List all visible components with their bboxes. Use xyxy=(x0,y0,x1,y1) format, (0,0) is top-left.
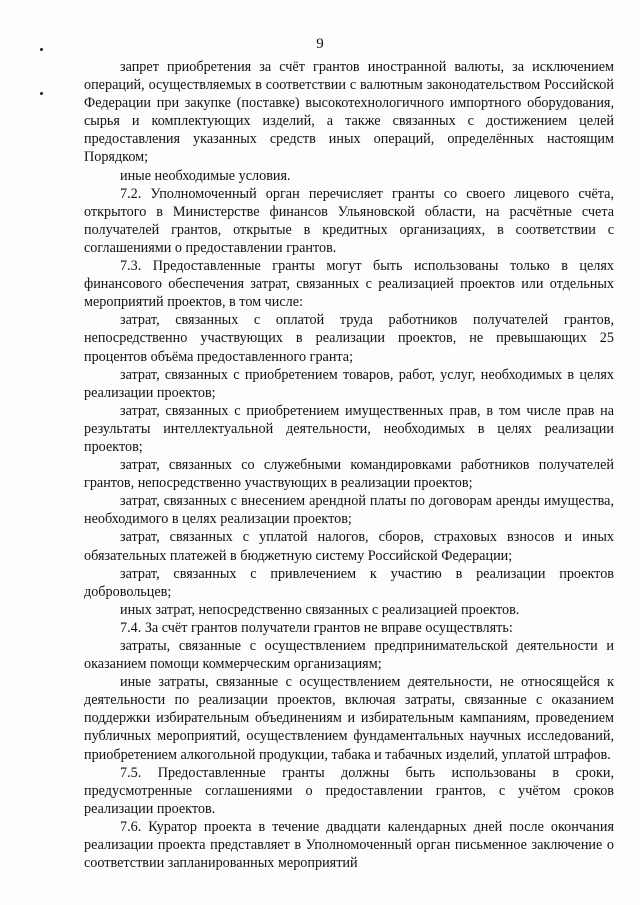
scan-mark xyxy=(40,92,43,95)
paragraph: затрат, связанных с привлечением к участию в реализации проектов добровольцев; xyxy=(84,565,614,600)
paragraph: запрет приобретения за счёт грантов иностранной валюты, за исключением операций, осуществляемых в соответствии с валютным законодательством Российской Федерации при закупке (поставке) высокотехнологичного импортного оборудования, сырья и комплектующих изделий, а также связанных с достижением целей предоставления указанных средств иных операций, определённых настоящим Порядком; xyxy=(84,59,614,166)
paragraph: иных затрат, непосредственно связанных с реализацией проектов. xyxy=(120,601,520,618)
paragraph: затраты, связанные с осуществлением предпринимательской деятельности и оказанием помощи коммерческим организациям; xyxy=(84,638,614,673)
paragraph: затрат, связанных с внесением арендной платы по договорам аренды имущества, необходимого в целях реализации проектов; xyxy=(84,493,614,528)
paragraph: затрат, связанных со служебными командировками работников получателей грантов, непосредственно участвующих в реализации проектов; xyxy=(84,457,614,492)
document-body xyxy=(84,58,614,872)
paragraph: затрат, связанных с приобретением товаров, работ, услуг, необходимых в целях реализации проектов; xyxy=(84,366,614,401)
paragraph: 7.3. Предоставленные гранты могут быть использованы только в целях финансового обеспечения затрат, связанных с реализацией проектов или отдельных мероприятий проектов, в том числе: xyxy=(84,258,614,311)
paragraph: иные затраты, связанные с осуществлением деятельности, не относящейся к деятельности по реализации проектов, включая затраты, связанные с оказанием поддержки избирательным объединениям и избирательным кампаниям, проведением публичных мероприятий, осуществлением фундаментальных научных исследований, приобретением алкогольной продукции, табака и табачных изделий, уплатой штрафов. xyxy=(84,674,614,763)
paragraph: 7.6. Куратор проекта в течение двадцати календарных дней после окончания реализации проекта представляет в Уполномоченный орган письменное заключение о соответствии запланированных мероприятий xyxy=(84,818,614,872)
page-number: 9 xyxy=(316,36,324,52)
paragraph: 7.4. За счёт грантов получатели грантов не вправе осуществлять: xyxy=(120,619,513,636)
paragraph: затрат, связанных с приобретением имущественных прав, в том числе прав на результаты интеллектуальной деятельности, необходимых в целях реализации проектов; xyxy=(84,402,614,455)
paragraph: затрат, связанных с уплатой налогов, сборов, страховых взносов и иных обязательных платежей в бюджетную систему Российской Федерации; xyxy=(84,529,614,564)
paragraph: 7.5. Предоставленные гранты должны быть использованы в сроки, предусмотренные соглашениями о предоставлении грантов, с учётом сроков реализации проектов. xyxy=(84,764,614,817)
paragraph: затрат, связанных с оплатой труда работников получателей грантов, непосредственно участвующих в реализации проектов, не превышающих 25 процентов объёма предоставленного гранта; xyxy=(84,312,614,365)
paragraph: 7.2. Уполномоченный орган перечисляет гранты со своего лицевого счёта, открытого в Министерстве финансов Ульяновской области, на расчётные счета получателей грантов, открытые в кредитных организациях, в соответствии с соглашениями о предоставлении грантов. xyxy=(84,185,614,256)
paragraph: иные необходимые условия. xyxy=(120,167,291,184)
